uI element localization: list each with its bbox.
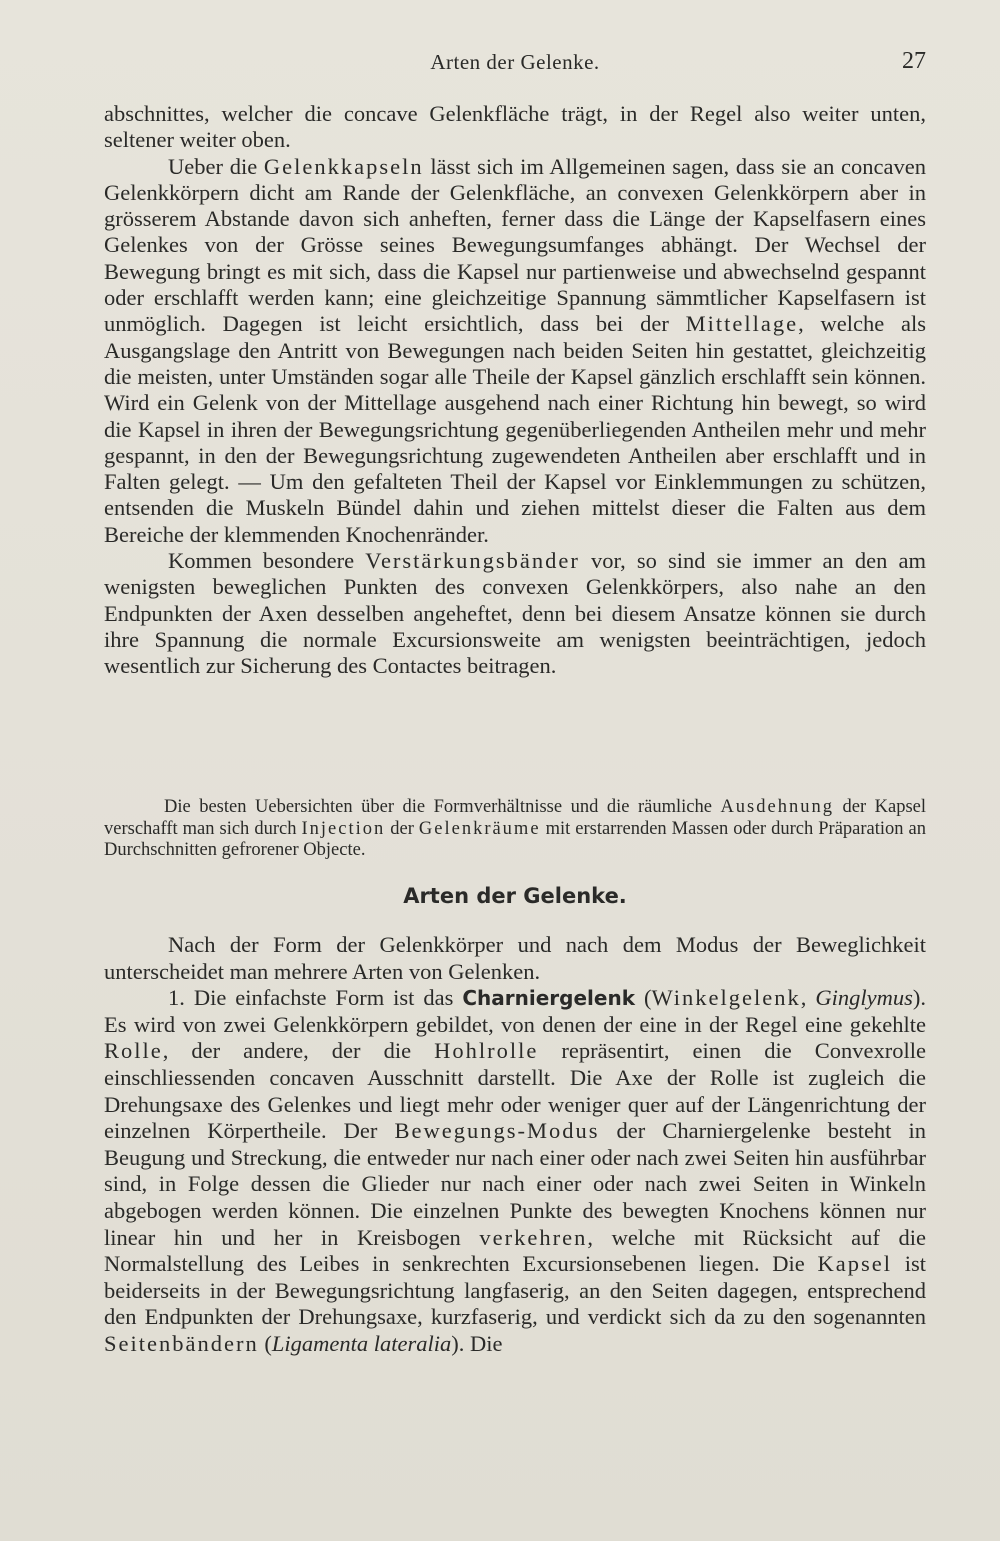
text-run: ( [635, 985, 652, 1011]
spaced-term: Gelenkräume [418, 818, 541, 839]
body-text-section-1 [104, 101, 926, 680]
italic-term: Ligamenta lateralia [271, 1330, 452, 1356]
text-run: repräsentirt, einen die Convexrolle einschliessenden concaven Ausschnitt darstellt. Die Axe der Rolle ist zugleich die Drehungsaxe des Gelenkes und liegt mehr oder weniger quer auf der Längenrichtung der einzelnen Körpertheile. Der [104, 1038, 926, 1144]
text-run: Die besten Uebersichten über die Formverhältnisse und die räumliche [164, 797, 721, 817]
text-run: ( [258, 1330, 272, 1356]
running-title: Arten der Gelenke. [430, 50, 600, 74]
spaced-term: verkehren [479, 1224, 588, 1250]
text-run: vor, so sind sie immer an den am wenigsten beweglichen Punkten des convexen Gelenkkörpers, also nahe an den Endpunkten der Axen desselben angeheftet, denn bei diesem Ansatze können sie durch ihre Spannung die normale Excursionsweite am wenigsten beeinträchtigen, jedoch wesentlich zur Sicherung des Contactes beitragen. [104, 548, 926, 679]
spaced-term: Ausdehnung [720, 797, 834, 817]
spaced-term: Injection [301, 818, 386, 839]
paragraph-gelenkkapseln [104, 154, 926, 548]
italic-term: Ginglymus [815, 985, 913, 1011]
spaced-term: Rolle [104, 1038, 163, 1064]
spaced-term: Mittellage [685, 311, 799, 337]
text-run: Kommen besondere [168, 548, 366, 574]
text-run: 1. Die einfachste Form ist das [168, 985, 463, 1011]
paragraph-continuation: abschnittes, welcher die concave Gelenkfläche trägt, in der Regel also weiter unten, seltener weiter oben. [104, 101, 926, 153]
text-run: ). Die [451, 1330, 503, 1356]
text-run: ist beiderseits in der Bewegungsrichtung langfaserig, an den Seiten dagegen, entsprechend den Endpunkten der Drehungsaxe, kurzfaserig, und verdickt sich da zu den sogenannten [104, 1251, 926, 1330]
spaced-term: Gelenkkapseln [263, 153, 424, 179]
small-print-note [104, 797, 926, 862]
text-run: der Kapsel verschafft man sich durch [104, 797, 926, 839]
bold-term: Charniergelenk [462, 986, 635, 1011]
page-number: 27 [902, 48, 926, 74]
body-text-section-2 [104, 932, 926, 1358]
paragraph-charniergelenk [104, 985, 926, 1357]
running-head [104, 50, 926, 80]
paragraph-verstaerkungsbaender [104, 548, 926, 679]
text-run: der Charniergelenke besteht in Beugung und Streckung, die entweder nur nach einer oder nach zwei Seiten hin ausführbar sind, in Folge dessen die Glieder nur nach einer oder nach zwei Seiten in Winkeln abgebogen werden können. Die einzelnen Punkte des bewegten Knochens können nur linear hin und her in Kreisbogen [104, 1118, 927, 1250]
text-run: , der andere, der die [162, 1038, 435, 1064]
spaced-term: Bewegungs-Modus [394, 1118, 600, 1144]
text-run: , [800, 985, 816, 1011]
spaced-term: Hohlrolle [434, 1038, 539, 1064]
section-heading: Arten der Gelenke. [403, 884, 627, 908]
text-run: lässt sich im Allgemeinen sagen, dass sie an concaven Gelenkkörpern dicht am Rande der Gelenkfläche, an convexen Gelenkkörpern aber in grösserem Abstande davon sich anheften, ferner dass die Länge der Kapselfasern eines Gelenkes von der Grösse seines Bewegungsumfanges abhängt. Der Wechsel der Bewegung bringt es mit sich, dass die Kapsel nur partienweise und abwechselnd gespannt oder erschlafft werden kann; eine gleichzeitige Spannung sämmtlicher Kapselfasern ist unmöglich. Dagegen ist leicht ersichtlich, dass bei der [104, 153, 926, 337]
text-run: der [385, 818, 419, 839]
note-paragraph [104, 797, 926, 862]
text-run: , welche mit Rücksicht auf die Normalstellung des Leibes in senkrechten Excursionsebenen liegen. Die [104, 1224, 927, 1277]
spaced-term: Verstärkungsbänder [365, 548, 580, 574]
spaced-term: Kapsel [817, 1251, 892, 1277]
text-run: , welche als Ausgangslage den Antritt von Bewegungen nach beiden Seiten hin gestattet, gleichzeitig die meisten, unter Umständen sogar alle Theile der Kapsel gänzlich erschlafft sein können. Wird ein Gelenk von der Mittellage ausgehend nach einer Richtung hin bewegt, so wird die Kapsel in ihren der Bewegungsrichtung gegenüberliegenden Antheilen mehr und mehr gespannt, in den der Bewegungsrichtung zugewendeten Antheilen aber erschlafft und in Falten gelegt. — Um den gefalteten Theil der Kapsel vor Einklemmungen zu schützen, entsenden die Muskeln Bündel dahin und ziehen mittelst dieser die Falten aus dem Bereiche der klemmenden Knochenränder. [104, 311, 926, 547]
text-run: Ueber die [168, 153, 264, 179]
spaced-term: Seitenbändern [104, 1330, 259, 1356]
text-run: mit erstarrenden Massen oder durch Präparation an Durchschnitten gefrorener Objecte. [104, 818, 926, 860]
text-run: ). Es wird von zwei Gelenkkörpern gebildet, von denen der eine in der Regel eine gekehlte [104, 985, 926, 1037]
paragraph-intro: Nach der Form der Gelenkkörper und nach dem Modus der Beweglichkeit unterscheidet man mehrere Arten von Gelenken. [104, 932, 926, 984]
spaced-term: Winkelgelenk [651, 985, 801, 1011]
